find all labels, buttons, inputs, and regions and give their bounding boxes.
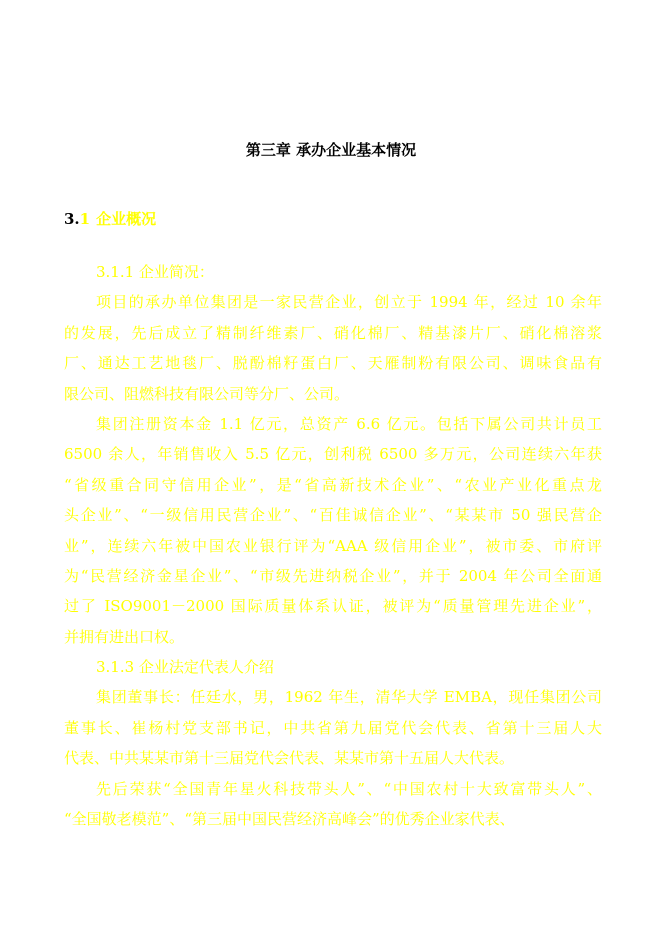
body-line: 厂、通达工艺地毯厂、脱酚棉籽蛋白厂、天雁制粉有限公司、调味食品有 xyxy=(64,354,602,373)
body-line: 集团注册资本金 1.1 亿元，总资产 6.6 亿元。包括下属公司共计员工 xyxy=(96,414,602,433)
body-line: 董事长、崔杨村党支部书记，中共省第九届党代会代表、省第十三届人大 xyxy=(64,718,602,737)
body-line: 的发展，先后成立了精制纤维素厂、硝化棉厂、精基漆片厂、硝化棉溶浆 xyxy=(64,323,602,342)
body-line: 过了 ISO9001－2000 国际质量体系认证，被评为“质量管理先进企业”， xyxy=(64,597,602,616)
body-line: 为“民营经济金星企业”、“市级先进纳税企业”，并于 2004 年公司全面通 xyxy=(64,566,602,585)
section-number-main: 3. xyxy=(64,210,80,228)
body-line: 3.1.3 企业法定代表人介绍 xyxy=(96,658,274,677)
body-line: 3.1.1 企业简况： xyxy=(96,263,214,281)
section-number-tail: 1 xyxy=(79,210,91,228)
body-line: “全国敬老模范”、“第三届中国民营经济高峰会”的优秀企业家代表、 xyxy=(64,810,515,829)
chapter-title: 第三章 承办企业基本情况 xyxy=(245,141,417,159)
body-line: 先后荣获“全国青年星火科技带头人”、“中国农村十大致富带头人”、 xyxy=(96,779,602,798)
section-label: 企业概况 xyxy=(96,210,157,228)
body-line: 6500 余人，年销售收入 5.5 亿元，创利税 6500 多万元，公司连续六年获 xyxy=(64,445,602,464)
body-line: 限公司、阻燃科技有限公司等分厂、公司。 xyxy=(64,384,350,403)
body-text xyxy=(64,257,602,834)
body-line: 并拥有进出口权。 xyxy=(64,627,185,646)
body-line: 代表、中共某某市第十三届党代会代表、某某市第十五届人大代表。 xyxy=(64,749,515,768)
body-line: “省级重合同守信用企业”，是“省高新技术企业”、“农业产业化重点龙 xyxy=(64,475,602,494)
body-line: 头企业”、“一级信用民营企业”、“百佳诚信企业”、“某某市 50 强民营企 xyxy=(64,506,602,525)
section-heading xyxy=(64,208,156,229)
body-line: 项目的承办单位集团是一家民营企业，创立于 1994 年，经过 10 余年 xyxy=(96,293,602,312)
body-line: 业”，连续六年被中国农业银行评为“AAA 级信用企业”，被市委、市府评 xyxy=(64,536,602,555)
body-line: 集团董事长：任廷水，男，1962 年生，清华大学 EMBA，现任集团公司 xyxy=(96,688,602,707)
